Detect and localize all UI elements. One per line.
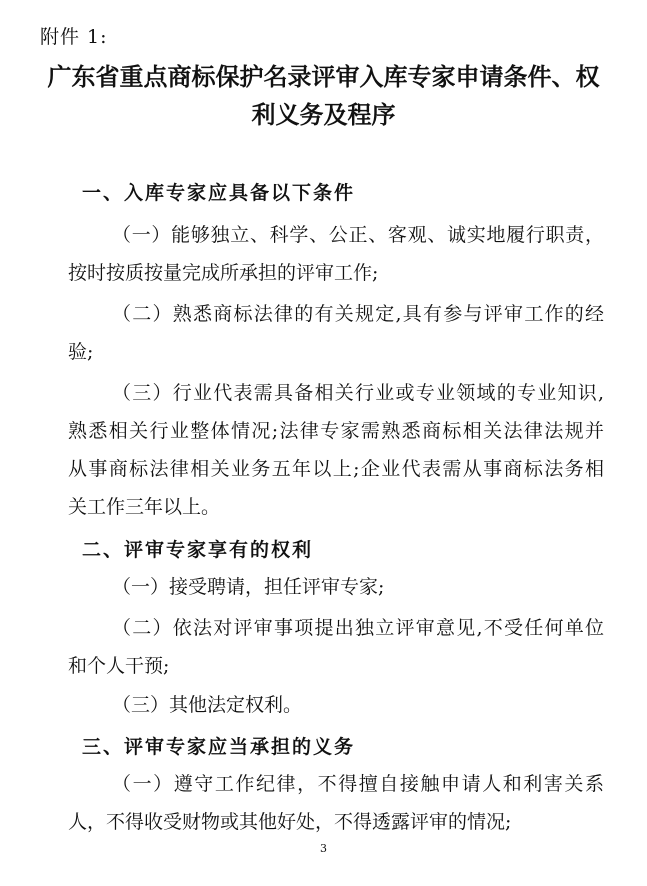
section-3-heading: 三、评审专家应当承担的义务 xyxy=(82,736,356,758)
attachment-label: 附件 1: xyxy=(40,26,108,48)
page-number: 3 xyxy=(320,842,327,855)
section-2-item-2-line-1: （二）依法对评审事项提出独立评审意见,不受任何单位 xyxy=(112,617,604,639)
section-2-heading: 二、评审专家享有的权利 xyxy=(82,539,314,561)
document-title-line-2: 利义务及程序 xyxy=(251,101,396,129)
section-1-heading: 一、入库专家应具备以下条件 xyxy=(82,182,356,204)
section-1-item-2-line-2: 验; xyxy=(68,341,94,363)
section-1-item-3-line-3: 从事商标法律相关业务五年以上;企业代表需从事商标法务相 xyxy=(68,458,604,480)
section-2-item-1-line-1: （一）接受聘请，担任评审专家; xyxy=(112,576,385,598)
section-1-item-3-line-2: 熟悉相关行业整体情况;法律专家需熟悉商标相关法律法规并 xyxy=(68,420,604,442)
document-title-line-1: 广东省重点商标保护名录评审入库专家申请条件、权 xyxy=(47,63,600,91)
section-3-item-1-line-2: 人，不得收受财物或其他好处，不得透露评审的情况; xyxy=(68,811,512,833)
section-1-item-2-line-1: （二）熟悉商标法律的有关规定,具有参与评审工作的经 xyxy=(112,303,604,325)
section-1-item-1-line-2: 按时按质按量完成所承担的评审工作; xyxy=(68,262,379,284)
section-1-item-3-line-4: 关工作三年以上。 xyxy=(68,496,221,518)
section-3-item-1-line-1: （一）遵守工作纪律，不得擅自接触申请人和利害关系 xyxy=(112,773,604,795)
section-1-item-1-line-1: （一）能够独立、科学、公正、客观、诚实地履行职责， xyxy=(112,224,604,246)
section-2-item-3-line-1: （三）其他法定权利。 xyxy=(112,694,303,716)
section-1-item-3-line-1: （三）行业代表需具备相关行业或专业领域的专业知识, xyxy=(112,382,604,404)
section-2-item-2-line-2: 和个人干预; xyxy=(68,655,170,677)
